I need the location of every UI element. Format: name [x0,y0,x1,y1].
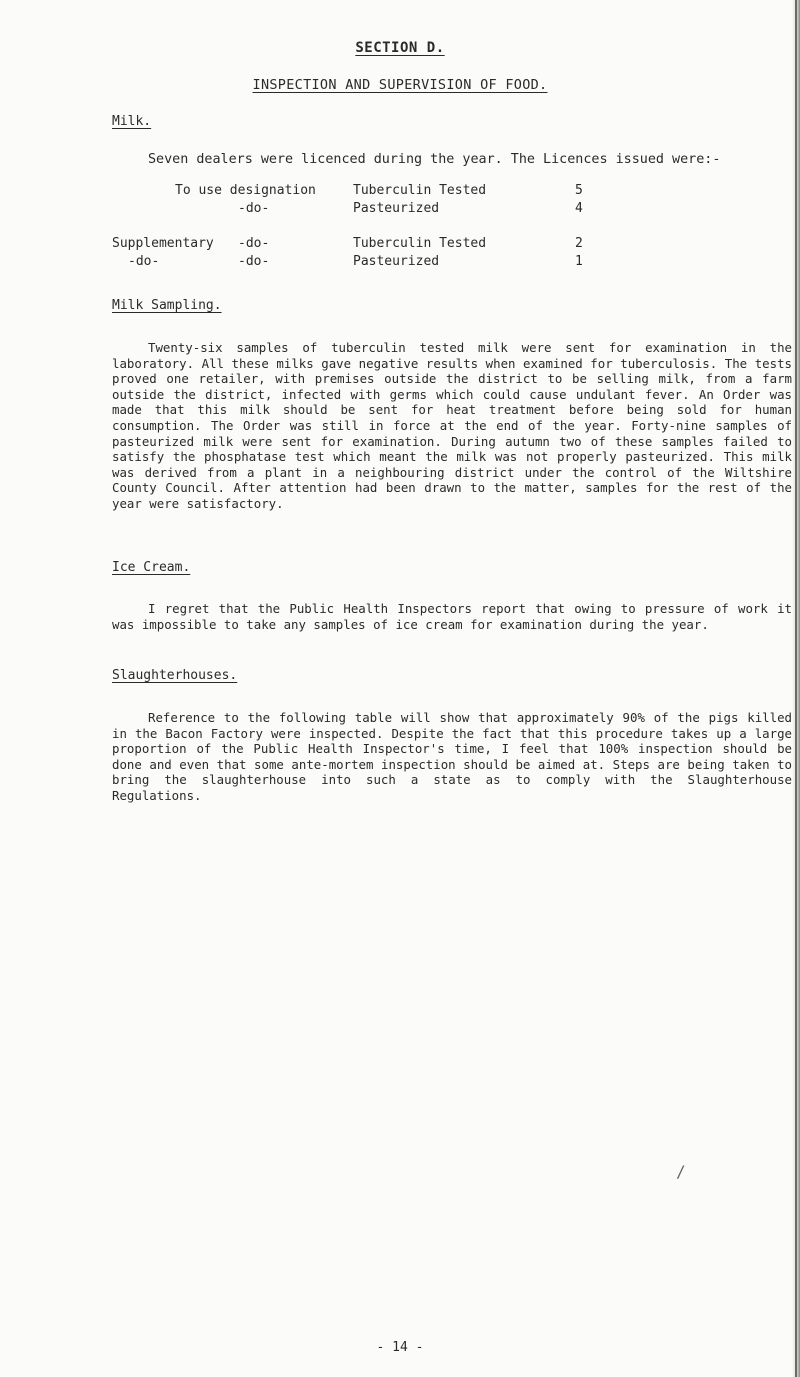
ice-cream-heading: Ice Cream. [112,560,191,575]
licence-row-3-description: Tuberculin Tested [353,236,487,251]
licence-row-2-count: 4 [575,201,583,216]
licence-row-3-count: 2 [575,236,583,251]
licence-row-4-type: -do- [128,254,160,269]
section-title: SECTION D. [355,40,445,56]
licence-row-2-designation: -do- [238,201,270,216]
milk-heading: Milk. [112,114,152,129]
licence-row-3-designation: -do- [238,236,270,251]
page-edge-line [795,0,797,1377]
slaughterhouses-heading: Slaughterhouses. [112,668,238,683]
licence-row-2-description: Pasteurized [353,201,440,216]
licence-row-4-count: 1 [575,254,583,269]
document-title: INSPECTION AND SUPERVISION OF FOOD. [252,77,548,93]
licence-row-1-designation: To use designation [175,183,316,198]
licence-row-1-count: 5 [575,183,583,198]
milk-intro: Seven dealers were licenced during the year. The Licences issued were:- [148,152,721,167]
milk-sampling-heading: Milk Sampling. [112,298,222,313]
slaughterhouses-paragraph: Reference to the following table will show that approximately 90% of the pigs killed in the Bacon Factory were inspected. Despite the fact that this procedure takes up a large proportion of the Public Health Inspector's time, I feel that 100% inspection should be done and even that some ante-mortem inspection should be aimed at. Steps are being taken to bring the slaughterhouse into such a state as to comply with the Slaughterhouse Regulations. [112,710,792,803]
ice-cream-paragraph: I regret that the Public Health Inspectors report that owing to pressure of work it was impossible to take any samples of ice cream for examination during the year. [112,601,792,632]
page-number: - 14 - [376,1340,424,1355]
pen-mark: / [676,1162,686,1181]
licence-row-3-type: Supplementary [112,236,214,251]
licence-row-1-description: Tuberculin Tested [353,183,487,198]
licence-row-4-description: Pasteurized [353,254,440,269]
milk-sampling-paragraph: Twenty-six samples of tuberculin tested milk were sent for examination in the laboratory. All these milks gave negative results when examined for tuberculosis. The tests proved one retailer, with premises outside the district to be selling milk, from a farm outside the district, infected with germs which could cause undulant fever. An Order was made that this milk should be sent for heat treatment before being sold for human consumption. The Order was still in force at the end of the year. Forty-nine samples of pasteurized milk were sent for examination. During autumn two of these samples failed to satisfy the phosphatase test which meant the milk was not properly pasteurized. This milk was derived from a plant in a neighbouring district under the control of the Wiltshire County Council. After attention had been drawn to the matter, samples for the rest of the year were satisfactory. [112,340,792,511]
licence-row-4-designation: -do- [238,254,270,269]
